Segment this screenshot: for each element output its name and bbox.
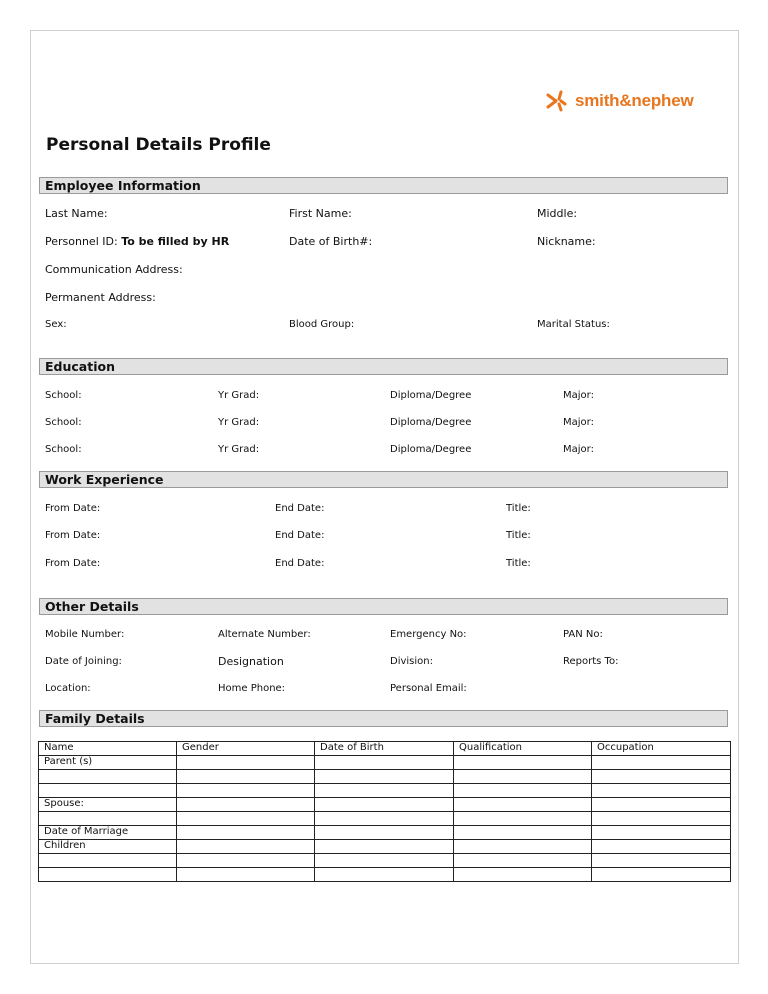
yr-grad-label: Yr Grad: (218, 390, 260, 401)
table-row (39, 868, 731, 882)
table-cell[interactable] (454, 756, 592, 770)
job-title-label: Title: (506, 530, 531, 541)
table-cell[interactable] (177, 812, 315, 826)
table-cell[interactable] (592, 868, 731, 882)
major-label: Major: (563, 390, 594, 401)
blood-group-label: Blood Group: (289, 319, 355, 330)
family-details-table (38, 741, 731, 882)
table-cell[interactable] (177, 854, 315, 868)
table-cell[interactable] (177, 826, 315, 840)
end-date-label: End Date: (275, 558, 325, 569)
table-cell[interactable] (454, 826, 592, 840)
row-label (39, 784, 177, 798)
nickname-label: Nickname: (537, 235, 596, 248)
table-cell[interactable] (592, 798, 731, 812)
permanent-address-label: Permanent Address: (45, 291, 156, 304)
table-cell[interactable] (592, 756, 731, 770)
brand-name: smith&nephew (575, 91, 694, 110)
home-phone-label: Home Phone: (218, 683, 286, 694)
brand-star-icon (545, 89, 571, 113)
table-cell[interactable] (177, 756, 315, 770)
table-cell[interactable] (592, 826, 731, 840)
personnel-id-text: Personnel ID: (45, 235, 118, 248)
column-header: Occupation (592, 742, 731, 756)
from-date-label: From Date: (45, 503, 101, 514)
column-header: Date of Birth (315, 742, 454, 756)
table-row (39, 784, 731, 798)
table-header-row (39, 742, 731, 756)
division-label: Division: (390, 656, 433, 667)
first-name-label: First Name: (289, 207, 352, 220)
school-label: School: (45, 390, 82, 401)
row-label (39, 812, 177, 826)
table-row (39, 812, 731, 826)
table-cell[interactable] (177, 798, 315, 812)
table-cell[interactable] (592, 784, 731, 798)
marital-status-label: Marital Status: (537, 319, 610, 330)
table-row (39, 798, 731, 812)
row-label: Spouse: (39, 798, 177, 812)
row-label (39, 854, 177, 868)
yr-grad-label: Yr Grad: (218, 444, 260, 455)
section-education: Education (39, 358, 728, 375)
table-cell[interactable] (315, 798, 454, 812)
table-cell[interactable] (454, 784, 592, 798)
table-row (39, 770, 731, 784)
last-name-label: Last Name: (45, 207, 108, 220)
end-date-label: End Date: (275, 503, 325, 514)
major-label: Major: (563, 417, 594, 428)
company-logo (545, 86, 694, 116)
personnel-id-label (45, 235, 229, 248)
table-row (39, 826, 731, 840)
table-cell[interactable] (315, 826, 454, 840)
table-row (39, 840, 731, 854)
job-title-label: Title: (506, 558, 531, 569)
column-header: Name (39, 742, 177, 756)
section-other-details: Other Details (39, 598, 728, 615)
table-cell[interactable] (315, 770, 454, 784)
table-cell[interactable] (315, 784, 454, 798)
table-cell[interactable] (454, 798, 592, 812)
alternate-number-label: Alternate Number: (218, 629, 311, 640)
reports-to-label: Reports To: (563, 656, 619, 667)
emergency-number-label: Emergency No: (390, 629, 467, 640)
middle-name-label: Middle: (537, 207, 578, 220)
table-cell[interactable] (315, 756, 454, 770)
from-date-label: From Date: (45, 558, 101, 569)
row-label: Children (39, 840, 177, 854)
sex-label: Sex: (45, 319, 67, 330)
table-cell[interactable] (592, 812, 731, 826)
table-cell[interactable] (177, 784, 315, 798)
degree-label: Diploma/Degree (390, 444, 472, 455)
row-label (39, 868, 177, 882)
row-label: Parent (s) (39, 756, 177, 770)
table-cell[interactable] (315, 854, 454, 868)
personal-email-label: Personal Email: (390, 683, 467, 694)
designation-label: Designation (218, 655, 284, 668)
table-cell[interactable] (315, 812, 454, 826)
major-label: Major: (563, 444, 594, 455)
table-cell[interactable] (454, 770, 592, 784)
from-date-label: From Date: (45, 530, 101, 541)
table-cell[interactable] (177, 840, 315, 854)
table-row (39, 854, 731, 868)
table-cell[interactable] (454, 840, 592, 854)
column-header: Gender (177, 742, 315, 756)
mobile-number-label: Mobile Number: (45, 629, 125, 640)
table-cell[interactable] (454, 868, 592, 882)
end-date-label: End Date: (275, 530, 325, 541)
location-label: Location: (45, 683, 91, 694)
school-label: School: (45, 417, 82, 428)
section-work-experience: Work Experience (39, 471, 728, 488)
degree-label: Diploma/Degree (390, 417, 472, 428)
date-of-birth-label: Date of Birth#: (289, 235, 373, 248)
personnel-id-note: To be filled by HR (121, 235, 230, 248)
row-label: Date of Marriage (39, 826, 177, 840)
row-label (39, 770, 177, 784)
table-cell[interactable] (177, 868, 315, 882)
table-cell[interactable] (315, 868, 454, 882)
date-of-joining-label: Date of Joining: (45, 656, 122, 667)
table-cell[interactable] (592, 840, 731, 854)
table-cell[interactable] (177, 770, 315, 784)
degree-label: Diploma/Degree (390, 390, 472, 401)
school-label: School: (45, 444, 82, 455)
table-row (39, 756, 731, 770)
table-cell[interactable] (454, 812, 592, 826)
table-cell[interactable] (454, 854, 592, 868)
table-cell[interactable] (592, 854, 731, 868)
page-title: Personal Details Profile (46, 135, 271, 155)
table-cell[interactable] (592, 770, 731, 784)
pan-number-label: PAN No: (563, 629, 603, 640)
column-header: Qualification (454, 742, 592, 756)
section-family-details: Family Details (39, 710, 728, 727)
job-title-label: Title: (506, 503, 531, 514)
yr-grad-label: Yr Grad: (218, 417, 260, 428)
communication-address-label: Communication Address: (45, 263, 183, 276)
table-cell[interactable] (315, 840, 454, 854)
section-employee-information: Employee Information (39, 177, 728, 194)
